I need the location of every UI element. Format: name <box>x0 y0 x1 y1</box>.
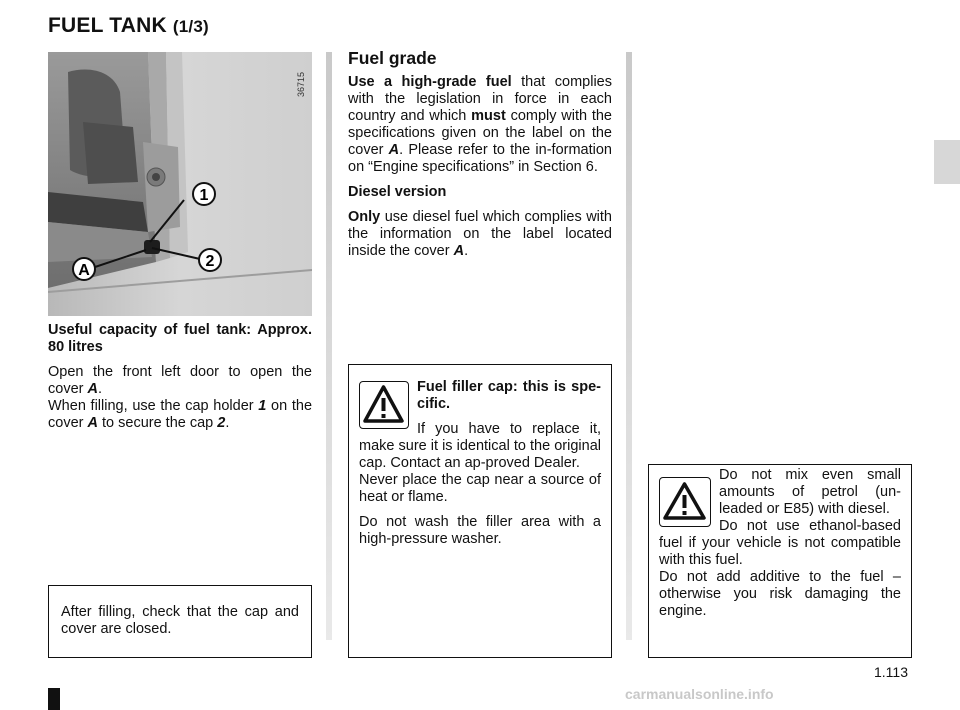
callout-1: 1 <box>199 187 209 204</box>
fuel-cap-photo <box>48 52 312 316</box>
page-number: 1.113 <box>874 664 908 680</box>
page-title: FUEL TANK (1/3) <box>48 14 209 37</box>
filling-text: When filling, use the cap holder 1 on the cover A to secure the cap 2. <box>48 398 313 431</box>
column-divider-right <box>626 52 632 640</box>
cap-warning-text-1: If you have to replace it, make sure it is identical to the original cap. Contact an ap-proved Dealer. <box>359 421 601 471</box>
fuel-warning-text-2: Do not use ethanol-based fuel if your vehicle is not compatible with this fuel. <box>659 518 901 568</box>
column-divider-left <box>326 52 332 640</box>
cap-warning-title: Fuel filler cap: this is spe-cific. <box>417 379 601 412</box>
fuel-warning-text-1: Do not mix even small amounts of petrol (un-leaded or E85) with diesel. <box>719 467 901 517</box>
after-filling-note <box>48 585 312 658</box>
callout-2: 2 <box>205 253 215 270</box>
margin-bar <box>48 688 60 710</box>
watermark: carmanualsonline.info <box>625 686 774 702</box>
callout-a: A <box>78 262 90 279</box>
fuel-grade-paragraph: Use a high-grade fuel that complies with the legislation in force in each country and which must comply with the specifications given on the label on the cover A. Please refer to the in-formation on “Engine specifications” in Section 6. <box>348 74 612 175</box>
left-column-text <box>48 322 312 440</box>
diesel-heading: Diesel version <box>348 184 447 200</box>
cap-warning-text-2: Never place the cap near a source of heat or flame. <box>359 472 601 505</box>
fuel-grade-heading: Fuel grade <box>348 48 437 68</box>
fuel-mix-warning <box>648 464 912 658</box>
warning-icon <box>359 381 409 429</box>
open-cover-text: Open the front left door to open the cover A. <box>48 364 312 397</box>
cap-warning-text-3: Do not wash the filler area with a high-pressure washer. <box>359 514 601 547</box>
fuel-grade-section <box>348 50 612 268</box>
capacity-text: Useful capacity of fuel tank: Approx. 80 litres <box>48 322 312 355</box>
fuel-warning-text-3: Do not add additive to the fuel – otherwise you risk damaging the engine. <box>659 569 901 619</box>
diesel-paragraph: Only use diesel fuel which complies with the information on the label located inside the cover A. <box>348 209 612 259</box>
note-text: After filling, check that the cap and cover are closed. <box>61 604 299 637</box>
fuel-cap-warning <box>348 364 612 658</box>
section-tab <box>934 140 960 184</box>
figure-code: 36715 <box>296 72 306 98</box>
warning-icon <box>659 477 711 527</box>
